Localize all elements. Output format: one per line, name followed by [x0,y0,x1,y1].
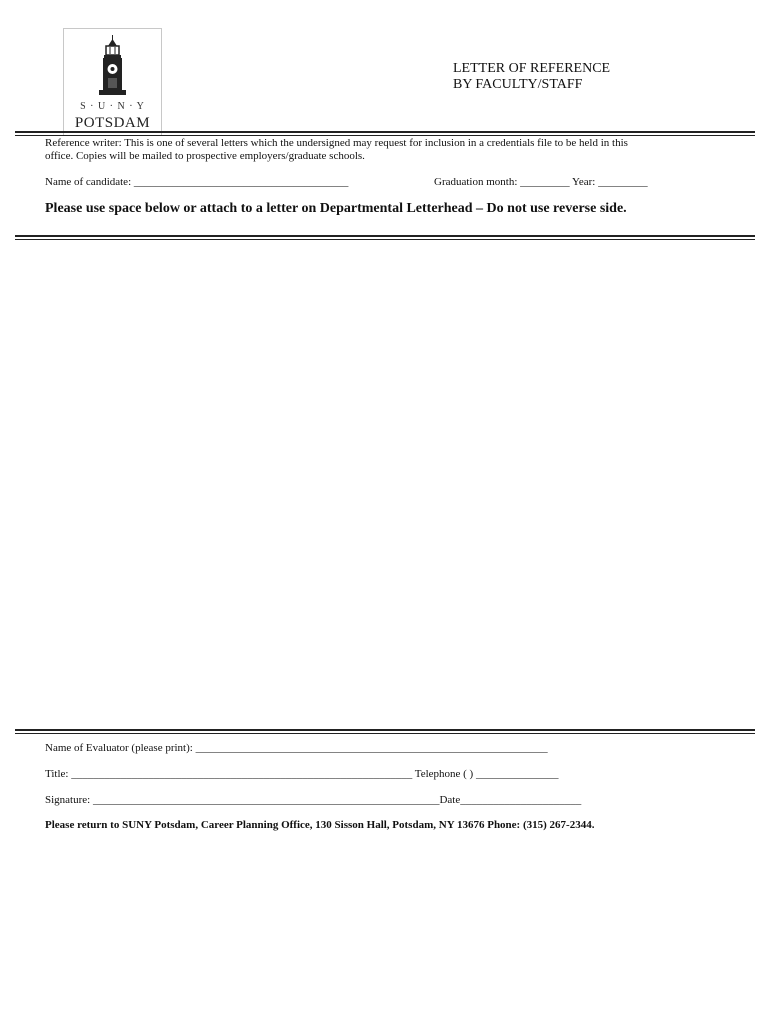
writing-area-top-divider [15,235,755,240]
intro-line-2: office. Copies will be mailed to prospective employers/graduate schools. [45,150,365,162]
instruction-text: Please use space below or attach to a letter on Departmental Letterhead – Do not use reverse side. [45,201,627,216]
title-line-1: LETTER OF REFERENCE [453,61,611,76]
letter-writing-area[interactable] [15,245,755,727]
suny-potsdam-logo [63,28,162,136]
writing-area-bottom-divider [15,729,755,734]
header-divider [15,131,755,136]
document-title [453,61,610,93]
evaluator-name-field[interactable]: Name of Evaluator (please print): ________________________________________________________________ [45,742,548,754]
potsdam-wordmark: POTSDAM [74,115,151,131]
graduation-fields[interactable]: Graduation month: _________ Year: _________ [434,176,648,188]
signature-date-field[interactable]: Signature: _______________________________________________________________Date______________________ [45,794,582,806]
intro-line-1: Reference writer: This is one of several letters which the undersigned may request for inclusion in a credentials file to be held in this [45,137,628,149]
suny-letters: S · U · N · Y [80,101,145,112]
title-telephone-field[interactable]: Title: ______________________________________________________________ Telephone ( ) _______________ [45,768,559,780]
clock-tower-icon [64,29,161,101]
return-address: Please return to SUNY Potsdam, Career Planning Office, 130 Sisson Hall, Potsdam, NY 13676 Phone: (315) 267-2344. [45,819,595,831]
title-line-2: BY FACULTY/STAFF [453,77,583,92]
candidate-name-field[interactable]: Name of candidate: _______________________________________ [45,176,349,188]
